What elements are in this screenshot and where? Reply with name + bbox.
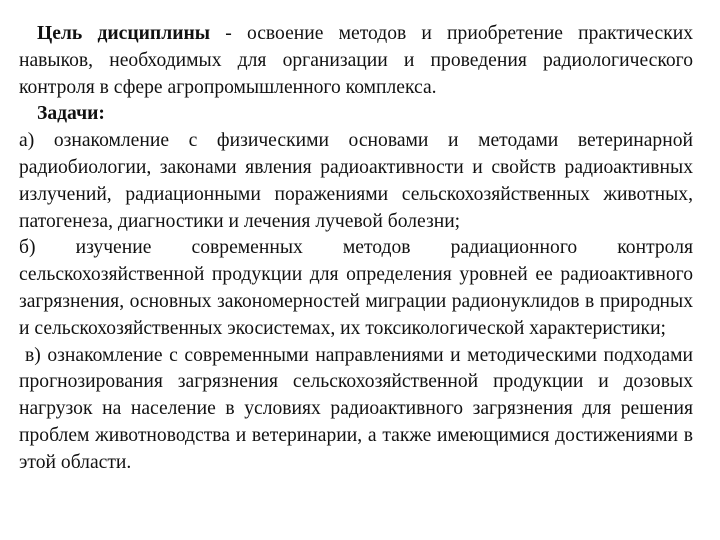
goal-label: Цель дисциплины — [37, 23, 211, 44]
tasks-heading-paragraph — [19, 101, 693, 128]
document-body — [19, 21, 693, 477]
tasks-heading: Задачи: — [37, 103, 105, 125]
goal-text: - освоение методов и приобретение практических навыков, необходимых для организации и проведения радиологического контроля в сфере агропромышленного комплекса. — [19, 23, 693, 98]
task-item-b: б) изучение современных методов радиационного контроля сельскохозяйственной продукции для определения уровней ее радиоактивного загрязнения, основных закономерностей миграции радионуклидов в природных и сельскохозяйственных экосистемах, их токсикологической характеристики; — [19, 237, 693, 339]
task-item-a: а) ознакомление с физическими основами и методами ветеринарной радиобиологии, законами явления радиоактивности и свойств радиоактивных излучений, радиационными поражениями сельскохозяйственных животных, патогенеза, диагностики и лечения лучевой болезни; — [19, 130, 693, 232]
task-item-c: в) ознакомление с современными направлениями и методическими подходами прогнозирования загрязнения сельскохозяйственной продукции и дозовых нагрузок на население в условиях радиоактивного загрязнения для решения проблем животноводства и ветеринарии, а также имеющимися достижениями в этой области. — [19, 344, 693, 473]
goal-paragraph — [19, 21, 693, 101]
